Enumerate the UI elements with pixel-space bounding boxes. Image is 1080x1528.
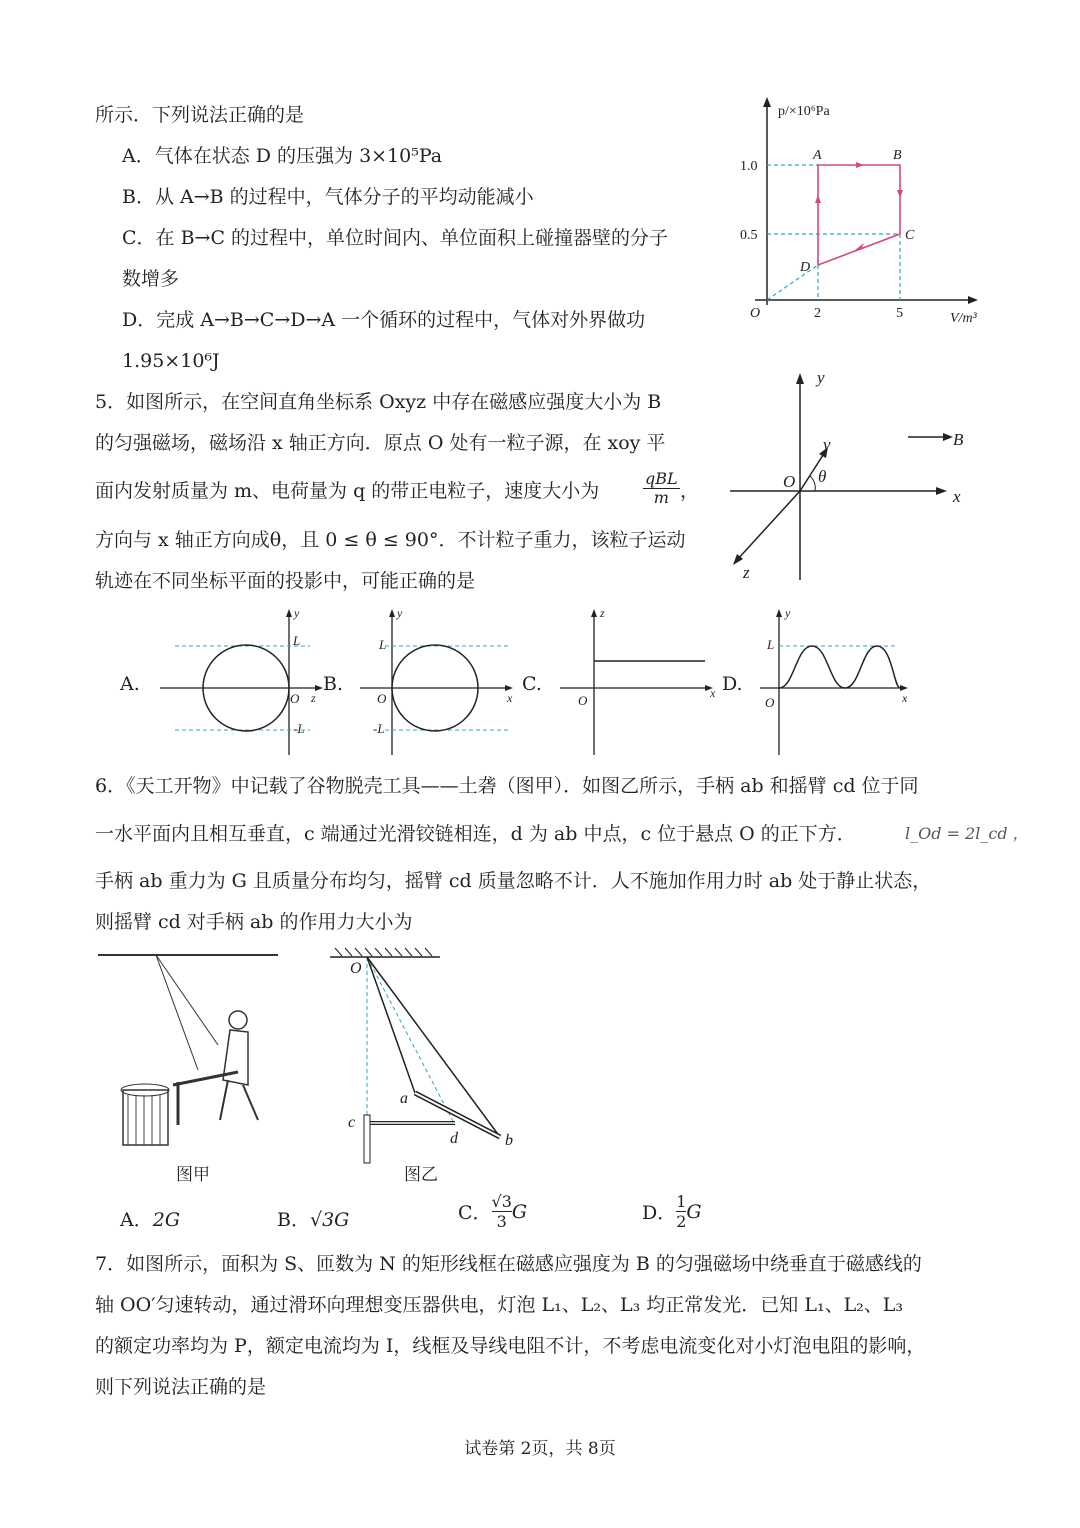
q6-line-1: 6．《天工开物》中记载了谷物脱壳工具——土砻（图甲）．如图乙所示，手柄 ab 和摇臂 cd 位于同	[95, 775, 919, 797]
q5-choice-c-graph	[560, 605, 730, 755]
top-label: L	[767, 637, 775, 652]
origin-label: O	[783, 472, 796, 491]
q5-choice-d-label: D.	[722, 673, 743, 695]
q6-option-b	[277, 1205, 349, 1232]
q4-option-a: A．气体在状态 D 的压强为 3×10⁵Pa	[122, 145, 443, 167]
q7-line-1: 7．如图所示，面积为 S、匝数为 N 的矩形线框在磁感应强度为 B 的匀强磁场中绕垂直于磁感线的	[95, 1253, 922, 1275]
x-axis-label: V/m³	[950, 311, 977, 326]
y-axis-label: y	[817, 368, 825, 387]
origin-label: O	[290, 691, 300, 706]
tulong-illustration	[98, 950, 288, 1155]
axis-h-label: x	[710, 686, 716, 700]
point-c: c	[348, 1114, 356, 1131]
origin-label: O	[750, 306, 761, 321]
q5-line-3: 面内发射质量为 m、电荷量为 q 的带正电粒子，速度大小为	[95, 480, 600, 502]
velocity-label: v	[823, 435, 831, 454]
q6-formula: l_Od = 2l_cd ，	[905, 824, 1029, 843]
option-value: √3G	[309, 1209, 350, 1231]
y-axis-label: p/×10⁶Pa	[778, 104, 830, 119]
point-o: O	[350, 960, 362, 977]
page-footer: 试卷第 2页，共 8页	[464, 1439, 616, 1459]
fraction-numerator: 1	[676, 1192, 687, 1211]
b-field-label: B	[953, 430, 964, 449]
q7-line-3: 的额定功率均为 P，额定电流均为 I，线框及导线电阻不计，不考虑电流变化对小灯泡电阻的影响，	[95, 1335, 926, 1357]
y-tick-1: 1.0	[740, 159, 758, 174]
point-a: a	[400, 1090, 408, 1107]
axis-v-label: y	[294, 606, 300, 620]
option-value: 2G	[152, 1209, 181, 1231]
q5-axes-figure	[725, 370, 975, 585]
fig-a-caption: 图甲	[176, 1165, 210, 1185]
q4-stem: 所示．下列说法正确的是	[95, 104, 305, 126]
point-b: b	[505, 1132, 513, 1149]
axis-v-label: z	[600, 606, 605, 620]
axis-h-label: x	[902, 691, 908, 705]
speed-comma: ，	[680, 480, 700, 502]
point-d: d	[450, 1130, 458, 1147]
speed-denominator: m	[653, 488, 669, 507]
axis-v-label: y	[397, 606, 403, 620]
lever-diagram	[330, 945, 530, 1165]
q6-option-c	[458, 1192, 527, 1231]
option-label: C．	[458, 1202, 492, 1224]
fraction-denominator: 2	[676, 1212, 687, 1231]
top-label: L	[379, 637, 387, 652]
speed-numerator: qBL	[645, 469, 678, 488]
y-tick-05: 0.5	[740, 228, 758, 243]
q4-option-c-cont: 数增多	[122, 268, 180, 290]
axis-h-label: z	[311, 691, 316, 705]
fraction-denominator: 3	[496, 1212, 507, 1231]
q7-line-4: 则下列说法正确的是	[95, 1376, 267, 1398]
fig-b-caption: 图乙	[404, 1165, 438, 1185]
origin-label: O	[377, 691, 387, 706]
q5-choice-c-label: C.	[522, 673, 542, 695]
bottom-label: -L	[293, 721, 305, 736]
speed-fraction	[643, 470, 680, 507]
option-label: B．	[277, 1209, 310, 1231]
option-label: D．	[642, 1202, 677, 1224]
q6-option-d	[642, 1192, 702, 1231]
q6-line-4: 则摇臂 cd 对手柄 ab 的作用力大小为	[95, 911, 413, 933]
q5-choice-d-graph	[760, 605, 920, 755]
q5-choice-b-label: B.	[323, 673, 344, 695]
q7-line-2: 轴 OO′匀速转动，通过滑环向理想变压器供电，灯泡 L₁、L₂、L₃ 均正常发光．已知 L₁、L₂、L₃	[95, 1294, 904, 1316]
option-tail: G	[511, 1200, 528, 1223]
theta-label: θ	[818, 467, 827, 486]
q6-option-a	[120, 1205, 180, 1232]
x-tick-5: 5	[896, 306, 903, 321]
q5-line-5: 轨迹在不同坐标平面的投影中，可能正确的是	[95, 570, 476, 592]
q6-line-3: 手柄 ab 重力为 G 且质量分布均匀，摇臂 cd 质量忽略不计．人不施加作用力时 ab 处于静止状态，	[95, 870, 932, 892]
bottom-label: -L	[373, 721, 385, 736]
axis-v-label: y	[785, 606, 791, 620]
axis-h-label: x	[507, 691, 513, 705]
q6-line-2: 一水平面内且相互垂直，c 端通过光滑铰链相连，d 为 ab 中点，c 位于悬点 O 的正下方．	[95, 823, 856, 845]
q4-pv-graph	[740, 95, 990, 335]
x-tick-2: 2	[814, 306, 821, 321]
q4-option-d: D．完成 A→B→C→D→A 一个循环的过程中，气体对外界做功	[122, 309, 646, 331]
q5-choice-b-graph	[355, 605, 525, 755]
point-c: C	[905, 228, 915, 243]
top-label: L	[293, 633, 301, 648]
q5-choice-a-graph	[160, 605, 330, 755]
x-axis-label: x	[953, 487, 961, 506]
origin-label: O	[578, 693, 588, 708]
point-a: A	[813, 148, 822, 163]
q4-option-c: C．在 B→C 的过程中，单位时间内、单位面积上碰撞器壁的分子	[122, 227, 669, 249]
option-label: A．	[120, 1209, 153, 1231]
q5-line-2: 的匀强磁场，磁场沿 x 轴正方向．原点 O 处有一粒子源，在 xoy 平	[95, 432, 666, 454]
z-axis-label: z	[743, 563, 750, 582]
point-d: D	[800, 260, 811, 275]
q5-choice-a-label: A.	[120, 673, 140, 695]
fraction-numerator: √3	[491, 1192, 512, 1211]
q4-option-b: B．从 A→B 的过程中，气体分子的平均动能减小	[122, 186, 534, 208]
q5-line-1: 5．如图所示，在空间直角坐标系 Oxyz 中存在磁感应强度大小为 B	[95, 391, 662, 413]
q5-line-4: 方向与 x 轴正方向成θ，且 0 ≤ θ ≤ 90°．不计粒子重力，该粒子运动	[95, 529, 686, 551]
point-b: B	[893, 148, 902, 163]
q4-option-d-cont: 1.95×10⁶J	[122, 350, 220, 372]
option-tail: G	[686, 1200, 702, 1223]
origin-label: O	[765, 695, 775, 710]
